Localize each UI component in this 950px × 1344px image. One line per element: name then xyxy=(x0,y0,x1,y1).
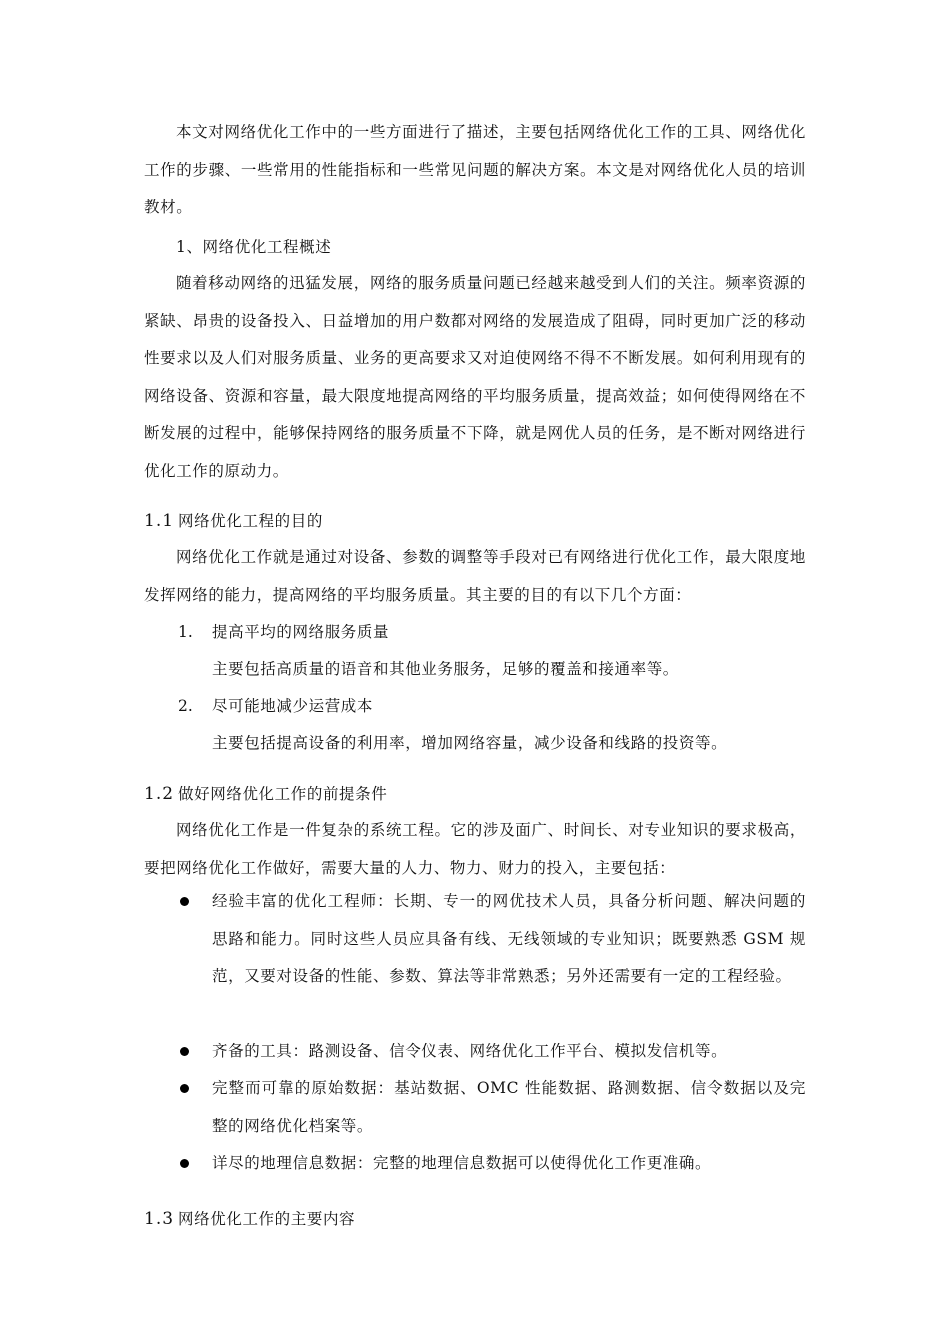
bullet-dot-2 xyxy=(180,1047,189,1056)
section-1-3-heading xyxy=(144,1208,355,1230)
section-1-1-title: 网络优化工程的目的 xyxy=(178,512,323,530)
bullet-dot-4 xyxy=(180,1159,189,1168)
bullet-item-4: 详尽的地理信息数据：完整的地理信息数据可以使得优化工作更准确。 xyxy=(212,1154,712,1172)
section-1-2-number: 1.2 xyxy=(144,784,175,804)
section-1-1-heading xyxy=(144,510,323,532)
bullet-item-2: 齐备的工具：路测设备、信令仪表、网络优化工作平台、模拟发信机等。 xyxy=(212,1042,728,1060)
section-1-body: 随着移动网络的迅猛发展，网络的服务质量问题已经越来越受到人们的关注。频率资源的紧缺、昂贵的设备投入、日益增加的用户数都对网络的发展造成了阻碍，同时更加广泛的移动性要求以及人们对服务质量、业务的更高要求又对迫使网络不得不不断发展。如何利用现有的网络设备、资源和容量，最大限度地提高网络的平均服务质量，提高效益；如何使得网络在不断发展的过程中，能够保持网络的服务质量不下降，就是网优人员的任务，是不断对网络进行优化工作的原动力。 xyxy=(144,274,806,480)
ordered-item-1-number: 1. xyxy=(178,623,193,641)
section-1-1-body: 网络优化工作就是通过对设备、参数的调整等手段对已有网络进行优化工作，最大限度地发挥网络的能力，提高网络的平均服务质量。其主要的目的有以下几个方面： xyxy=(144,548,806,604)
bullet-dot-1 xyxy=(180,897,189,906)
ordered-item-2-desc: 主要包括提高设备的利用率，增加网络容量，减少设备和线路的投资等。 xyxy=(212,734,728,752)
ordered-item-2-number: 2. xyxy=(178,697,193,715)
bullet-dot-3 xyxy=(180,1084,189,1093)
bullet-item-3: 完整而可靠的原始数据：基站数据、OMC 性能数据、路测数据、信令数据以及完整的网络优化档案等。 xyxy=(212,1079,806,1135)
section-1-2-title: 做好网络优化工作的前提条件 xyxy=(178,785,388,803)
section-1-2-body: 网络优化工作是一件复杂的系统工程。它的涉及面广、时间长、对专业知识的要求极高，要把网络优化工作做好，需要大量的人力、物力、财力的投入，主要包括： xyxy=(144,821,806,877)
section-1-3-title: 网络优化工作的主要内容 xyxy=(178,1210,356,1228)
intro-paragraph: 本文对网络优化工作中的一些方面进行了描述，主要包括网络优化工作的工具、网络优化工作的步骤、一些常用的性能指标和一些常见问题的解决方案。本文是对网络优化人员的培训教材。 xyxy=(144,123,806,216)
ordered-item-1-desc: 主要包括高质量的语音和其他业务服务，足够的覆盖和接通率等。 xyxy=(212,660,679,678)
bullet-item-1: 经验丰富的优化工程师：长期、专一的网优技术人员，具备分析问题、解决问题的思路和能力。同时这些人员应具备有线、无线领域的专业知识；既要熟悉 GSM 规范，又要对设备的性能、参数、算法等非常熟悉；另外还需要有一定的工程经验。 xyxy=(212,892,806,985)
section-1-2-heading xyxy=(144,783,387,805)
section-1-heading: 1、网络优化工程概述 xyxy=(176,238,332,256)
ordered-item-2-title: 尽可能地减少运营成本 xyxy=(212,697,374,715)
ordered-item-1-title: 提高平均的网络服务质量 xyxy=(212,623,390,641)
section-1-1-number: 1.1 xyxy=(144,511,175,531)
section-1-3-number: 1.3 xyxy=(144,1209,175,1229)
